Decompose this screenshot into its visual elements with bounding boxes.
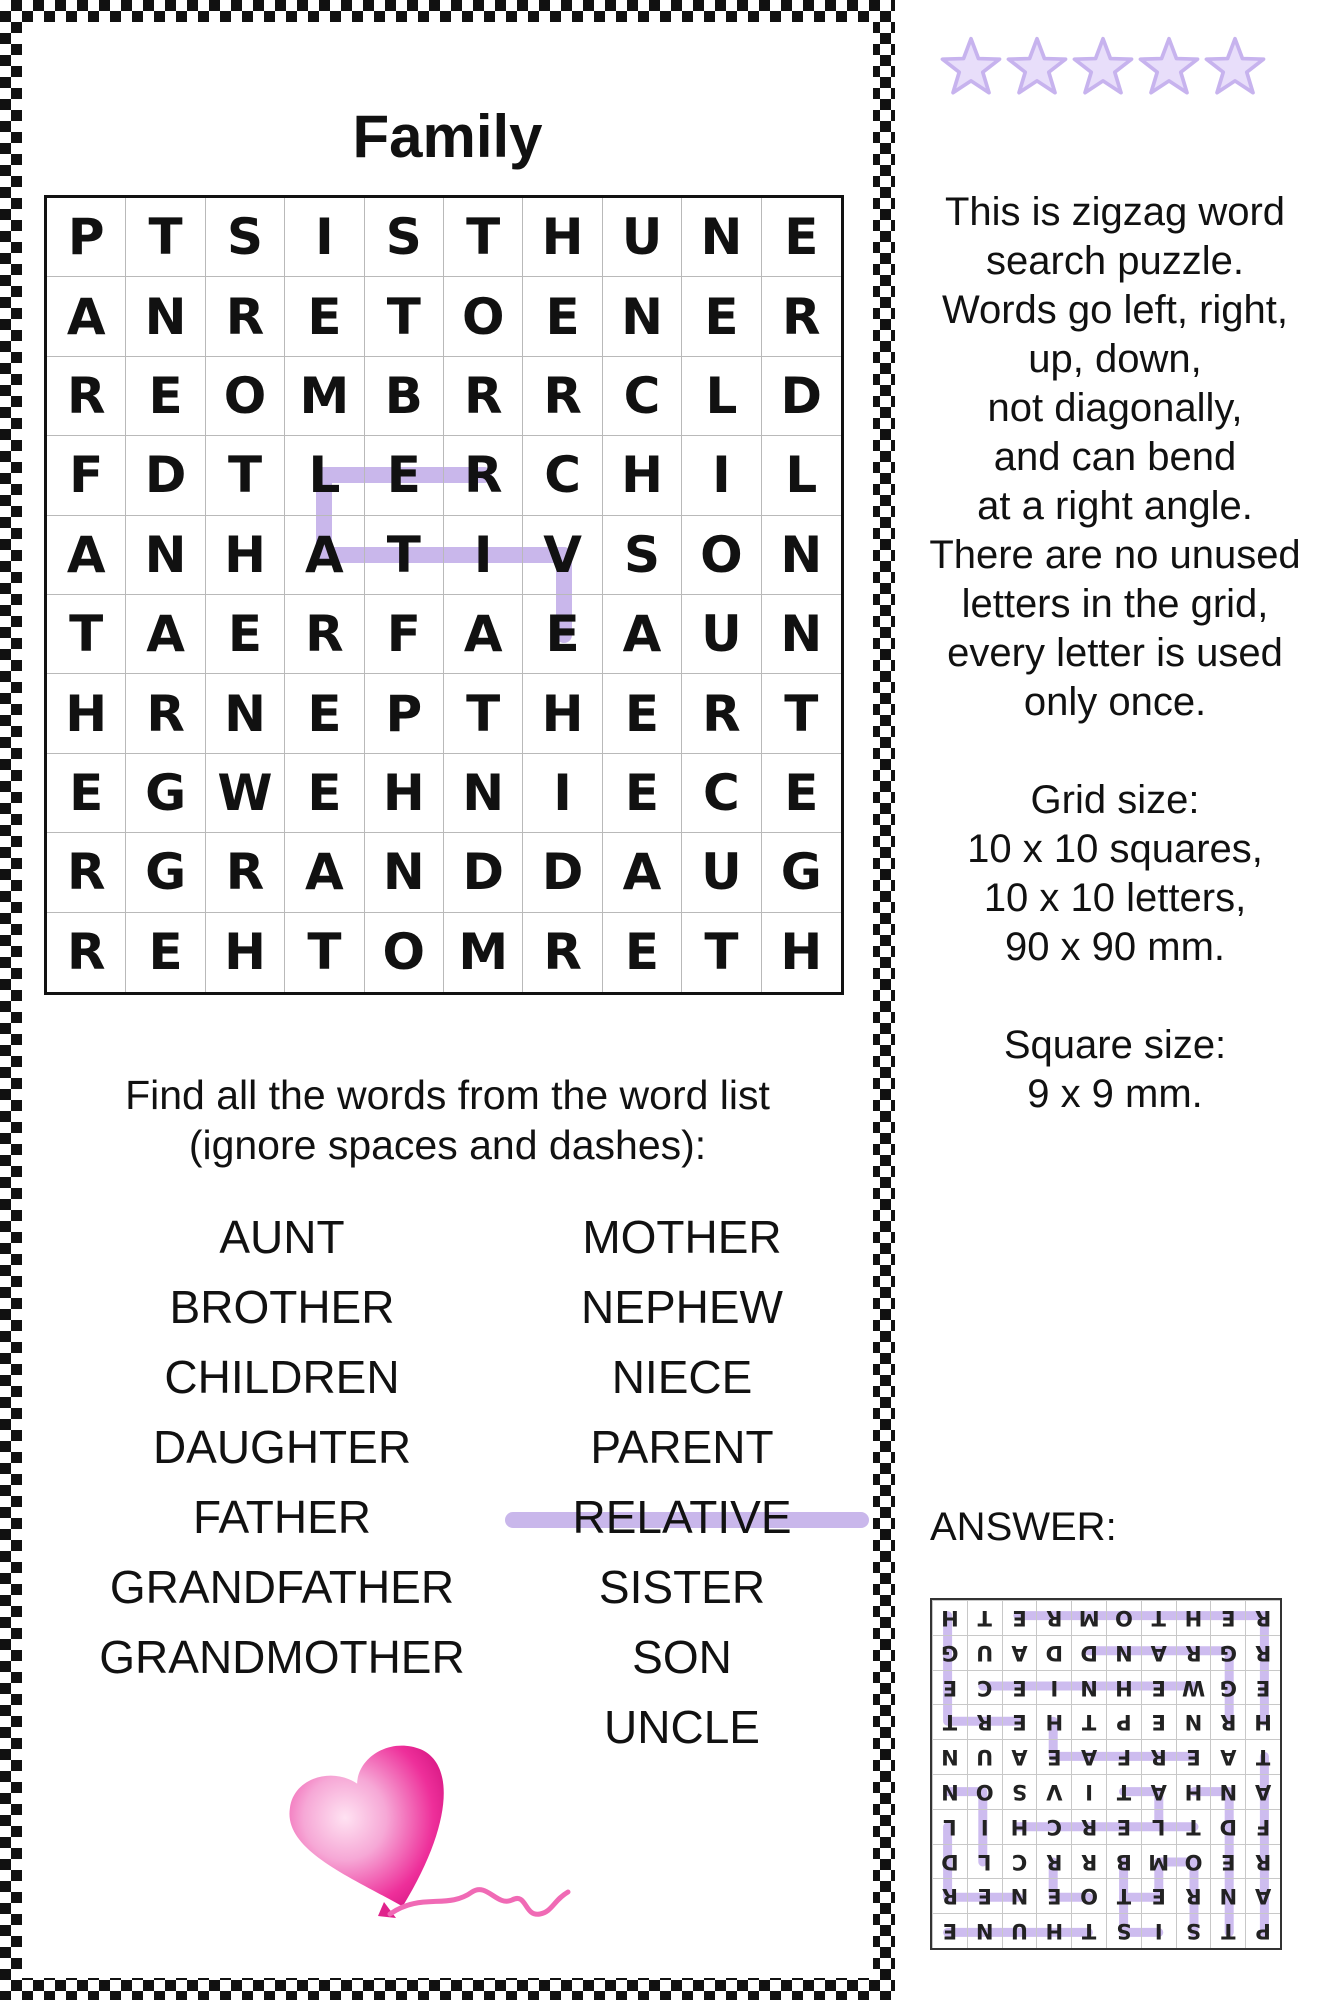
grid-cell: T [285,913,364,992]
grid-cell: O [682,516,761,595]
word-list-item [472,1342,892,1412]
grid-cell: V [523,516,602,595]
grid-cell: N [365,833,444,912]
answer-grid-cell: A [1245,1774,1280,1809]
grid-cell: C [682,754,761,833]
grid-cell: R [47,357,126,436]
grid-cell: T [126,198,205,277]
answer-grid-cell: E [1141,1878,1176,1913]
grid-cell: A [47,516,126,595]
rules-line: search puzzle. [986,239,1244,283]
grid-cell: A [126,595,205,674]
word-label: NIECE [611,1351,753,1403]
grid-cell: N [206,674,285,753]
answer-grid-cell: U [967,1635,1002,1670]
grid-cell: T [206,436,285,515]
answer-grid-cell: M [1071,1600,1106,1635]
heart-balloon-icon [272,1742,632,1942]
grid-cell: L [682,357,761,436]
answer-grid-cell: N [1210,1774,1245,1809]
answer-grid-cell: P [1106,1704,1141,1739]
difficulty-rating [940,35,1266,97]
answer-grid-cell: T [932,1704,967,1739]
grid-cell: N [444,754,523,833]
answer-grid-cell: N [1071,1670,1106,1705]
answer-grid-cell: R [1176,1635,1211,1670]
grid-cell: R [523,913,602,992]
grid-cell: E [523,595,602,674]
star-icon [1006,35,1068,97]
grid-cell: T [682,913,761,992]
grid-cell: R [206,833,285,912]
answer-grid-cell: C [1036,1809,1071,1844]
grid-cell: G [126,833,205,912]
grid-cell: N [126,277,205,356]
grid-cell: O [206,357,285,436]
answer-grid-cell: I [967,1809,1002,1844]
answer-grid-cell: E [1245,1670,1280,1705]
star-icon [1204,35,1266,97]
answer-grid-cell: R [1036,1844,1071,1879]
grid-cell: F [47,436,126,515]
answer-grid-cell: U [967,1739,1002,1774]
grid-size-line: 90 x 90 mm. [1004,925,1226,969]
grid-cell: T [47,595,126,674]
grid-cell: P [47,198,126,277]
answer-grid-cell: E [1036,1739,1071,1774]
answer-grid-cell: A [1141,1635,1176,1670]
rules-line: every letter is used [947,631,1283,675]
grid-cell: N [682,198,761,277]
answer-grid-cell: H [1106,1670,1141,1705]
grid-cell: P [365,674,444,753]
grid-cell: H [365,754,444,833]
word-label: CHILDREN [164,1351,400,1403]
word-list-item [472,1622,892,1692]
answer-grid-cell: O [1176,1844,1211,1879]
rules-description [905,188,1325,727]
answer-grid-cell: T [1141,1600,1176,1635]
answer-grid-cell: A [1002,1739,1037,1774]
letter-grid [44,195,844,995]
word-list-item [472,1272,892,1342]
answer-grid-cell: H [1176,1774,1211,1809]
grid-cell: F [365,595,444,674]
answer-grid-cell: R [1036,1600,1071,1635]
answer-grid-cell: A [1002,1635,1037,1670]
answer-grid-cell: E [1002,1670,1037,1705]
grid-cell: H [523,198,602,277]
word-label: GRANDMOTHER [99,1631,465,1683]
answer-grid-cell: E [1141,1704,1176,1739]
answer-grid-cell: C [967,1670,1002,1705]
puzzle-title: Family [352,103,543,170]
answer-grid-cell: U [1002,1913,1037,1948]
rules-line: Words go left, right, [941,288,1289,332]
grid-cell: E [762,198,841,277]
grid-cell: T [444,198,523,277]
grid-cell: L [285,436,364,515]
grid-cell: O [444,277,523,356]
grid-cell: G [762,833,841,912]
answer-grid-cell: O [1071,1878,1106,1913]
square-size-value: 9 x 9 mm. [1027,1072,1203,1116]
grid-cell: R [47,833,126,912]
answer-grid-cell: G [932,1635,967,1670]
grid-cell: E [682,277,761,356]
grid-size-line: 10 x 10 letters, [983,876,1247,920]
answer-grid-cell: E [1210,1600,1245,1635]
word-label: PARENT [590,1421,774,1473]
grid-cell: E [762,754,841,833]
word-label: MOTHER [582,1211,782,1263]
word-list-item [472,1412,892,1482]
instruction-line-2: (ignore spaces and dashes): [188,1122,707,1168]
grid-cell: T [365,277,444,356]
answer-grid-cell: S [1002,1774,1037,1809]
word-label: SISTER [598,1561,766,1613]
rules-text [905,188,1325,1119]
answer-grid-cell: H [1245,1704,1280,1739]
grid-cell: M [285,357,364,436]
word-label: RELATIVE [572,1491,792,1543]
grid-cell: E [285,277,364,356]
answer-grid-cell: P [1245,1913,1280,1948]
answer-grid-cell: A [1071,1739,1106,1774]
grid-cell: S [365,198,444,277]
word-list-item [472,1552,892,1622]
word-label: UNCLE [604,1701,760,1753]
grid-cell: E [603,754,682,833]
grid-cell: A [285,516,364,595]
grid-cell: I [523,754,602,833]
answer-grid-cell: T [1071,1704,1106,1739]
answer-grid-cell: N [932,1739,967,1774]
grid-cell: H [523,674,602,753]
answer-grid-cell: T [1106,1878,1141,1913]
answer-grid-cell: H [1036,1913,1071,1948]
grid-size-line: 10 x 10 squares, [967,827,1263,871]
answer-grid-cell: R [1210,1704,1245,1739]
answer-grid-cell: R [1245,1635,1280,1670]
answer-grid-cell: C [1002,1844,1037,1879]
answer-grid-cell: R [1071,1809,1106,1844]
word-label: DAUGHTER [152,1421,412,1473]
word-label: NEPHEW [581,1281,783,1333]
grid-cell: I [444,516,523,595]
word-label: AUNT [219,1211,345,1263]
grid-size-label: Grid size: [1030,778,1200,822]
answer-grid-cell: L [932,1809,967,1844]
answer-grid-cell: R [1071,1844,1106,1879]
grid-cell: A [47,277,126,356]
grid-cell: O [365,913,444,992]
grid-cell: R [682,674,761,753]
answer-grid-cell: V [1036,1774,1071,1809]
word-list-item [72,1272,492,1342]
instruction-text [22,1070,873,1170]
grid-cell: N [762,516,841,595]
answer-grid-cell: T [1071,1913,1106,1948]
answer-grid-cell: G [1210,1635,1245,1670]
answer-grid-cell: F [1106,1739,1141,1774]
rules-line: and can bend [993,435,1237,479]
word-label: FATHER [192,1491,372,1543]
word-list-item [72,1412,492,1482]
grid-cell: S [603,516,682,595]
rules-line: at a right angle. [977,484,1253,528]
grid-cell: S [206,198,285,277]
answer-grid-cell: E [1106,1809,1141,1844]
grid-cell: R [126,674,205,753]
grid-cell: E [285,754,364,833]
grid-cell: H [47,674,126,753]
grid-cell: H [206,913,285,992]
answer-grid-cell: T [1245,1739,1280,1774]
grid-cell: A [603,833,682,912]
grid-cell: H [780,923,823,982]
answer-grid-cell: E [1002,1600,1037,1635]
answer-grid-cell: N [932,1774,967,1809]
grid-cell: T [444,674,523,753]
grid-cell: R [523,357,602,436]
grid-cell: E [206,595,285,674]
grid-cell: U [682,833,761,912]
answer-grid-cell: D [1210,1809,1245,1844]
answer-grid-cell: T [967,1600,1002,1635]
grid-cell: H [603,436,682,515]
grid-cell: E [47,754,126,833]
grid-cell: D [444,833,523,912]
answer-grid-cell: R [1141,1739,1176,1774]
square-size-label: Square size: [1003,1023,1227,1067]
answer-grid-cell: R [932,1878,967,1913]
grid-cell: D [762,357,841,436]
grid-cell: A [444,595,523,674]
answer-grid-cell: E [1176,1739,1211,1774]
answer-grid-cell: N [1176,1704,1211,1739]
grid-cell: E [365,436,444,515]
answer-grid-cell: O [1106,1600,1141,1635]
grid-size-values [905,825,1325,972]
word-list-right [472,1202,892,1762]
word-list-left [72,1202,492,1692]
answer-grid-cell: E [932,1913,967,1948]
grid-cell: E [523,277,602,356]
word-label: GRANDFATHER [109,1561,455,1613]
grid-cell: G [126,754,205,833]
rules-line: letters in the grid, [961,582,1269,626]
grid-cell: T [762,674,841,753]
answer-grid-cell: H [1002,1809,1037,1844]
word-list-item [72,1342,492,1412]
answer-grid-cell: B [1106,1844,1141,1879]
answer-grid-cell: F [1245,1809,1280,1844]
grid-cell: M [444,913,523,992]
answer-grid-cell: D [1071,1635,1106,1670]
answer-grid-cell: I [1071,1774,1106,1809]
answer-grid-cell: R [1245,1600,1280,1635]
answer-grid-cell: E [1210,1844,1245,1879]
rules-line: This is zigzag word [944,190,1286,234]
answer-grid-cell: D [932,1844,967,1879]
star-icon [940,35,1002,97]
answer-grid-cell: N [967,1913,1002,1948]
grid-cell: R [762,277,841,356]
word-label: SON [632,1631,732,1683]
answer-grid-cell: H [1036,1704,1071,1739]
answer-grid-cell: O [967,1774,1002,1809]
star-icon [1138,35,1200,97]
answer-grid-cell: L [967,1844,1002,1879]
grid-cell: E [126,913,205,992]
word-list-item [72,1622,492,1692]
word-list-item [472,1482,892,1552]
grid-cell: E [285,674,364,753]
answer-grid-cell: L [1141,1809,1176,1844]
answer-grid-cell: D [1036,1635,1071,1670]
grid-cell: D [523,833,602,912]
grid-cell: R [444,436,523,515]
grid-cell: I [682,436,761,515]
grid-cell: N [762,595,841,674]
grid-cell: W [206,754,285,833]
grid-cell: A [285,833,364,912]
answer-grid-cell: A [1210,1739,1245,1774]
word-list-item [472,1202,892,1272]
answer-grid-cell: S [1106,1913,1141,1948]
grid-cell: R [285,595,364,674]
answer-grid-cell: M [1141,1844,1176,1879]
grid-cell: D [126,436,205,515]
grid-cell: A [603,595,682,674]
answer-grid-cell: R [1245,1844,1280,1879]
grid-cell: L [762,436,841,515]
answer-grid-cell: T [1106,1774,1141,1809]
grid-cell: T [365,516,444,595]
answer-grid-cell: E [1036,1878,1071,1913]
answer-grid-cell: R [967,1704,1002,1739]
answer-key-grid [930,1598,1282,1950]
grid-cell: N [603,277,682,356]
rules-line: up, down, [1028,337,1202,381]
answer-grid-cell: A [1245,1878,1280,1913]
answer-grid-cell: W [1176,1670,1211,1705]
grid-cell: B [365,357,444,436]
grid-cell: H [206,516,285,595]
answer-grid-cell: H [932,1600,967,1635]
rules-line: There are no unused [929,533,1301,577]
grid-cell: U [603,198,682,277]
grid-cell: C [523,436,602,515]
grid-cell: E [603,913,682,992]
grid-cell: I [285,198,364,277]
answer-grid-cell: T [1210,1913,1245,1948]
answer-grid-cell: N [1002,1878,1037,1913]
answer-grid-cell: I [1036,1670,1071,1705]
answer-grid-cell: I [1141,1913,1176,1948]
answer-grid-cell: E [1141,1670,1176,1705]
grid-cell: R [444,357,523,436]
puzzle-panel [22,22,873,1978]
grid-cell: E [126,357,205,436]
word-label: BROTHER [169,1281,395,1333]
answer-grid-cell: A [1141,1774,1176,1809]
grid-cell: R [206,277,285,356]
grid-cell: N [126,516,205,595]
rules-line: only once. [1023,680,1207,724]
rules-line: not diagonally, [987,386,1243,430]
answer-grid-cell: E [932,1670,967,1705]
grid-cell: E [603,674,682,753]
answer-grid-cell: E [1002,1704,1037,1739]
grid-cell: R [47,913,126,992]
word-list-item [72,1482,492,1552]
answer-grid-cell: S [1176,1913,1211,1948]
word-list-item [72,1552,492,1622]
answer-grid-cell: G [1210,1670,1245,1705]
star-icon [1072,35,1134,97]
answer-grid-cell: T [1176,1809,1211,1844]
grid-cell: U [682,595,761,674]
answer-grid-cell: E [967,1878,1002,1913]
instruction-line-1: Find all the words from the word list [125,1072,770,1118]
grid-cell: C [603,357,682,436]
answer-label: ANSWER: [930,1505,1117,1549]
answer-grid-cell: R [1176,1878,1211,1913]
answer-grid-cell: N [1106,1635,1141,1670]
answer-grid-cell: N [1210,1878,1245,1913]
word-list-item [72,1202,492,1272]
answer-grid-cell: H [1176,1600,1211,1635]
